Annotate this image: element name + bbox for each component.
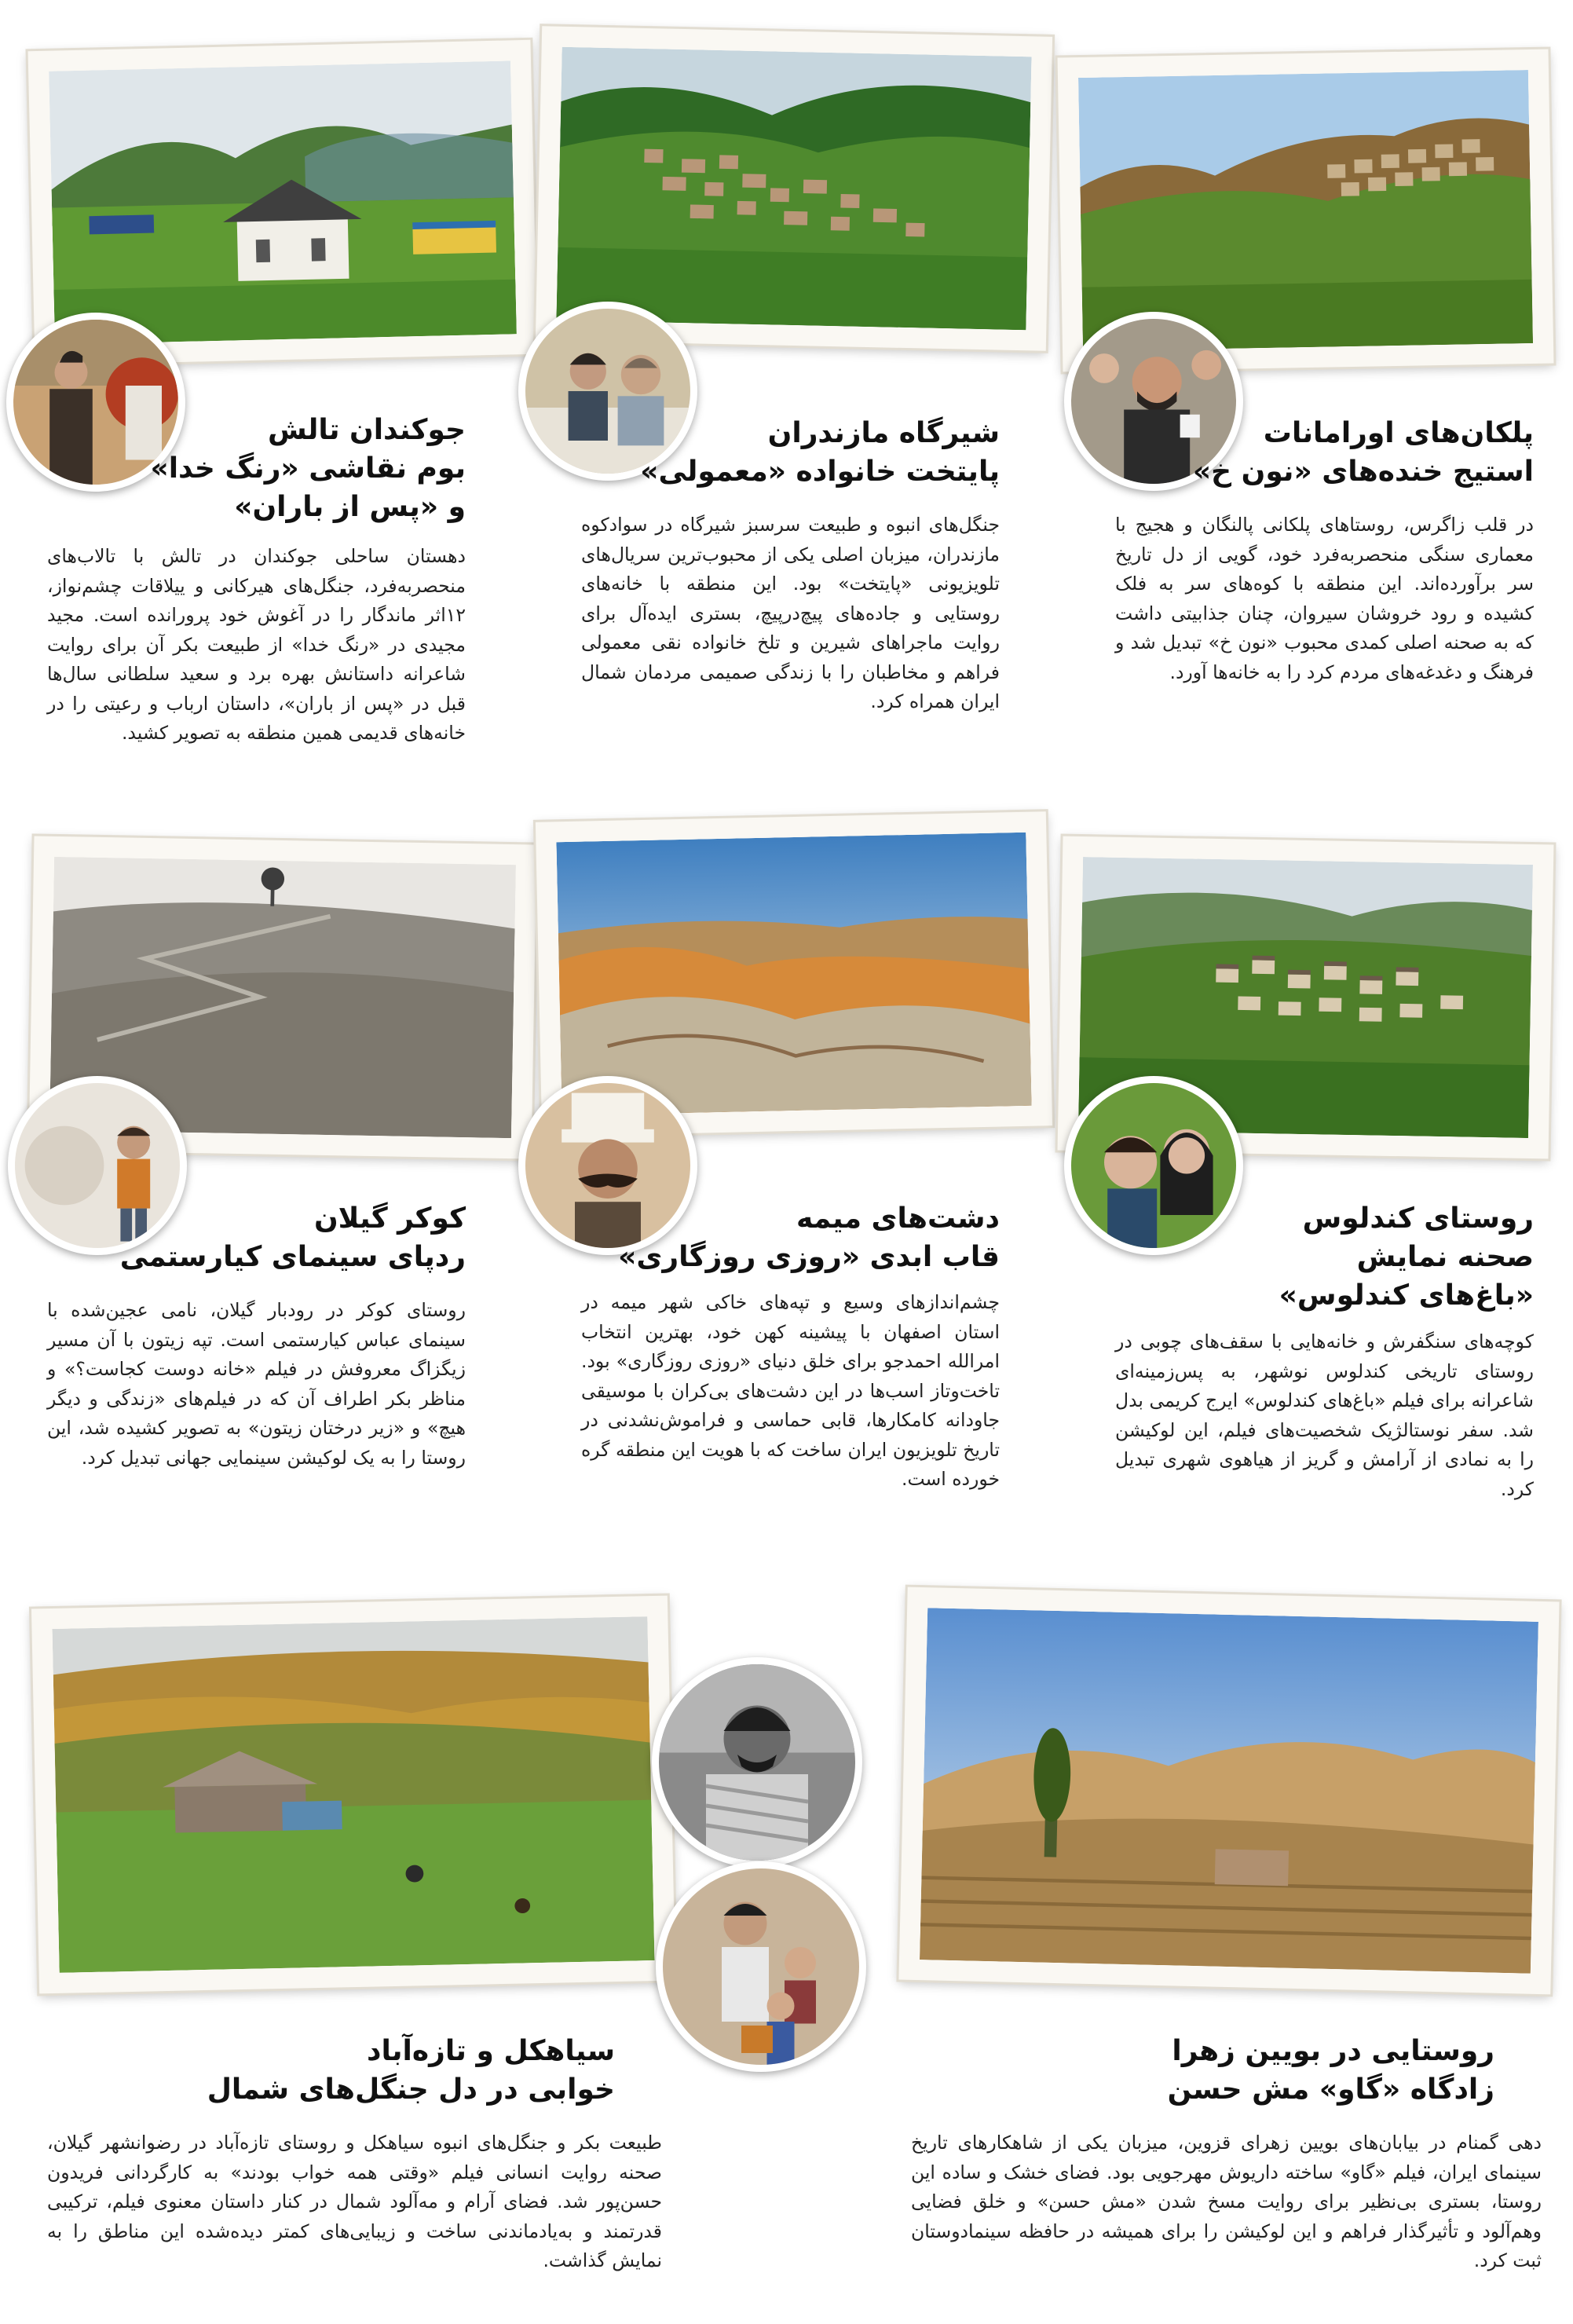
title-line: روستای کندلوس (1302, 1202, 1534, 1235)
title-line: قاب ابدی «روزی روزگاری» (618, 1241, 1000, 1273)
section-title-koker (119, 1199, 466, 1276)
section-body-kandelous: کوچه‌های سنگفرش و خانه‌هایی با سقف‌های چوبی در روستای تاریخی کندلوس نوشهر، به پس‌زمینه‌ای شاعرانه برای فیلم «باغ‌های کندلوس» ایرج کریمی بدل شد. سفر نوستالژیک شخصیت‌های فیلم، این لوکیشن را به نمادی از آرامش و گریز از هیاهوی شهری تبدیل کرد. (1115, 1330, 1534, 1500)
photo-frame-buin-zahra (898, 1587, 1559, 1995)
landscape-photo-buin-zahra (920, 1608, 1538, 1974)
title-line: خوابی در دل جنگل‌های شمال (207, 2073, 615, 2106)
section-body-uramanat: در قلب زاگرس، روستاهای پلکانی پالنگان و هجیج با معماری سنگی منحصربه‌فرد خود، گویی از دل تاریخ سر برآورده‌اند. این منطقه با کوه‌های سر به فلک کشیده و رود خروشان سیروان، چنان جذابیتی داشت که به صحنه اصلی کمدی محبوب «نون خ» تبدیل شد و فرهنگ و دغدغه‌های مردم کرد را به خانه‌ها آورد. (1115, 514, 1534, 683)
title-line: زادگاه «گاو» مش حسن (1167, 2073, 1494, 2106)
section-body-shirgah: جنگل‌های انبوه و طبیعت سرسبز شیرگاه در سوادکوه مازندران، میزبان اصلی یکی از محبوب‌ترین سریال‌های تلویزیونی «پایتخت» بود. این منطقه با خانه‌های روستایی و جاده‌های پیچ‌درپیچ، بستری ایده‌آل برای روایت ماجراهای شیرین و تلخ خانواده نقی معمولی فراهم و مخاطبان را با زندگی صمیمی مردمان شمال ایران همراه کرد. (581, 514, 1000, 712)
title-line: «باغ‌های کندلوس» (1279, 1279, 1534, 1312)
film-still-baghhaye-kandelous (1064, 1076, 1243, 1255)
film-still-gav (656, 1861, 866, 2072)
landscape-photo-siahkal (52, 1616, 654, 1973)
landscape-photo-uramanat (1078, 70, 1533, 351)
title-line: روستایی در بویین زهرا (1172, 2035, 1494, 2067)
title-line: استیج خنده‌های «نون خ» (1192, 456, 1534, 488)
title-line: پایتخت خانواده «معمولی» (640, 456, 1000, 488)
landscape-photo-meymeh (556, 833, 1031, 1115)
section-title-meymeh (618, 1199, 1000, 1276)
section-body-jokandan: دهستان ساحلی جوکندان در تالش با تالاب‌های منحصربه‌فرد، جنگل‌های هیرکانی و ییلاقات چشم‌نواز، ۱۲اثر ماندگار را در آغوش خود پرورانده است. مجید مجیدی در «رنگ خدا» از طبیعت بکر آن برای روایت شاعرانه داستانش بهره برد و سعید سلطانی سال‌ها قبل در «پس از باران»، داستان ارباب و رعیتی را در خانه‌های قدیمی همین منطقه به تصویر کشید. (47, 545, 466, 744)
section-body-meymeh: چشم‌اندازهای وسیع و تپه‌های خاکی شهر میمه در استان اصفهان با پیشینه کهن خود، بهترین انتخاب امرالله احمدجو برای خلق دنیای «روزی روزگاری» بود. تاخت‌وتاز اسب‌ها در این دشت‌های بی‌کران با موسیقی جاودانه کامکارها، قابی حماسی و فراموش‌نشدنی در تاریخ تلویزیون ایران ساخت که با هویت این منطقه گره خورده است. (581, 1291, 1000, 1490)
film-still-vaghti-hame-khab (652, 1657, 862, 1868)
section-title-siahkal (188, 2032, 615, 2109)
title-line: کوکر گیلان (313, 1202, 466, 1235)
title-line: دشت‌های میمه (796, 1202, 1000, 1235)
film-still-khaneh-doust (8, 1076, 187, 1255)
section-body-siahkal: طبیعت بکر و جنگل‌های انبوه سیاهکل و روستای تازه‌آباد در رضوانشهر گیلان، صحنه روایت انسانی فیلم «وقتی همه خواب بودند» به کارگردانی فریدون حسن‌پور شد. فضای آرام و مه‌آلود شمال در کنار داستان معنوی فیلم، ترکیبی قدرتمند و به‌یادماندنی ساخت و زیبایی‌های کمتر دیده‌شده این مناطق را به نمایش گذاشت. (47, 2132, 662, 2271)
title-line: صحنه نمایش (1356, 1241, 1534, 1273)
landscape-photo-jokandan (49, 60, 517, 344)
section-title-shirgah (640, 414, 1000, 491)
title-line: پلکان‌های اورامانات (1263, 417, 1534, 449)
title-line: سیاهکل و تازه‌آباد (367, 2035, 615, 2067)
title-line: جوکندان تالش (268, 414, 466, 446)
photo-frame-siahkal (31, 1596, 675, 1994)
section-title-uramanat (1192, 414, 1534, 491)
title-line: و «پس از باران» (234, 491, 466, 523)
title-line: شیرگاه مازندران (767, 417, 1000, 449)
film-still-roozi-roozegari (518, 1076, 697, 1255)
landscape-photo-shirgah (556, 47, 1031, 330)
section-body-koker: روستای کوکر در رودبار گیلان، نامی عجین‌شده با سینمای عباس کیارستمی است. تپه زیتون با آن مسیر زیگزاگ معروفش در فیلم «خانه دوست کجاست؟» و مناظر بکر اطراف آن که در فیلم‌های «زندگی و دیگر هیچ» و «زیر درختان زیتون» به تصویر کشیده شد، این روستا را به یک لوکیشن سینمایی جهانی تبدیل کرد. (47, 1299, 466, 1469)
section-body-buin-zahra: دهی گمنام در بیابان‌های بویین زهرای قزوین، میزبان یکی از شاهکارهای تاریخ سینمای ایران، فیلم «گاو» ساخته داریوش مهرجویی بود. فضای خشک و ساده این روستا، بستری بی‌نظیر برای روایت مسخ شدن «مش حسن» و خلق فضایی وهم‌آلود و تأثیرگذار فراهم و این لوکیشن را برای همیشه در حافظه سینمادوستان ثبت کرد. (911, 2132, 1542, 2271)
section-title-kandelous (1233, 1199, 1534, 1315)
section-title-buin-zahra (1139, 2032, 1494, 2109)
title-line: بوم نقاشی «رنگ خدا» (150, 452, 466, 485)
section-title-jokandan (150, 411, 466, 526)
title-line: ردپای سینمای کیارستمی (119, 1241, 466, 1273)
